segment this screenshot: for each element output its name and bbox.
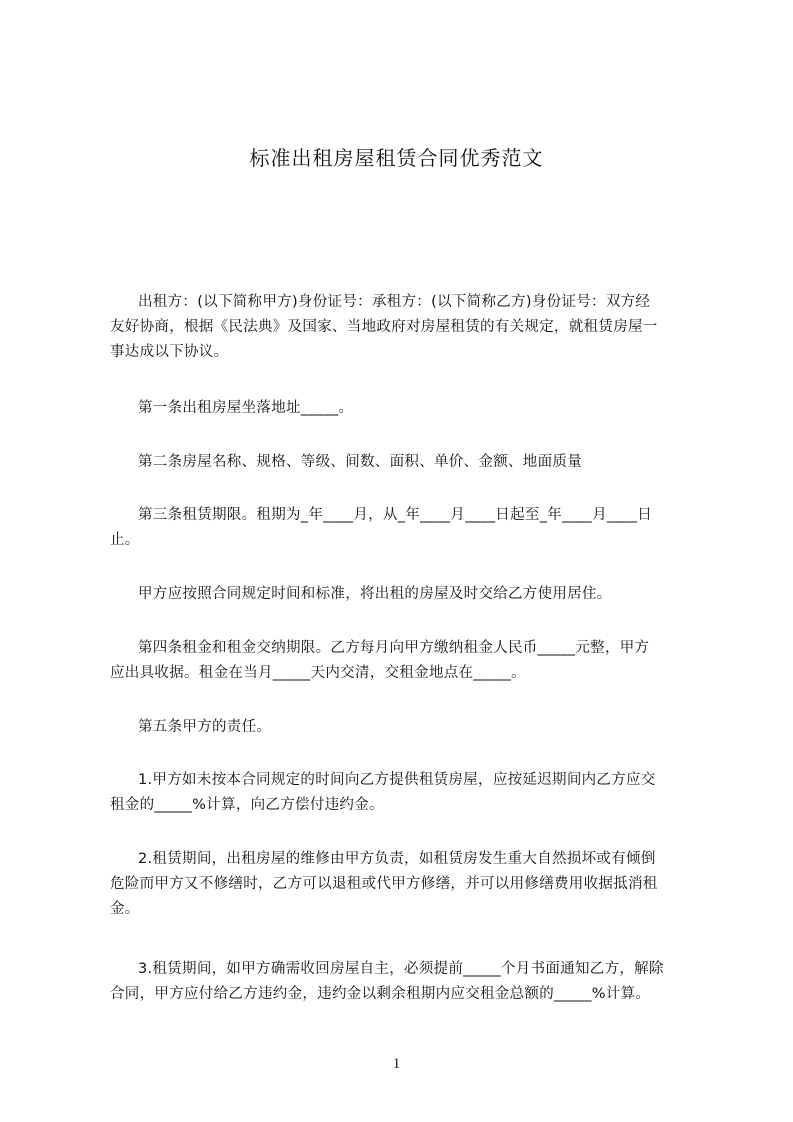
paragraph-clause-3 — [110, 957, 700, 1007]
text-line: 金。 — [110, 901, 140, 917]
text-line: 出租方：(以下简称甲方)身份证号：承租方：(以下简称乙方)身份证号：双方经 — [138, 294, 651, 310]
text-line: 事达成以下协议。 — [110, 344, 229, 360]
text-line: 应出具收据。租金在当月_____天内交清，交租金地点在_____。 — [110, 665, 526, 681]
text-line: 第三条租赁期限。租期为_年____月，从_年____月____日起至_年____月____日 — [138, 507, 653, 523]
paragraph-clause-1 — [110, 768, 700, 818]
paragraph-article-5 — [110, 715, 700, 740]
paragraph-article-4 — [110, 636, 700, 686]
text-line: 3.租赁期间，如甲方确需收回房屋自主，必须提前_____个月书面通知乙方，解除 — [138, 961, 664, 977]
paragraph-article-2 — [110, 450, 700, 475]
text-line: 合同，甲方应付给乙方违约金，违约金以剩余租期内应交租金总额的_____%计算。 — [110, 986, 651, 1002]
text-line: 第一条出租房屋坐落地址_____。 — [138, 400, 354, 416]
text-line: 甲方应按照合同规定时间和标准，将出租的房屋及时交给乙方使用居住。 — [138, 586, 612, 602]
paragraph-parties — [110, 290, 700, 365]
text-line: 第五条甲方的责任。 — [138, 719, 272, 735]
paragraph-delivery — [110, 582, 700, 607]
text-line: 2.租赁期间，出租房屋的维修由甲方负责，如租赁房发生重大自然损坏或有倾倒 — [138, 851, 656, 867]
paragraph-clause-2 — [110, 847, 700, 922]
page-number: 1 — [392, 1056, 401, 1072]
text-line: 租金的_____%计算，向乙方偿付违约金。 — [110, 797, 384, 813]
text-line: 友好协商，根据《民法典》及国家、当地政府对房屋租赁的有关规定，就租赁房屋一 — [110, 319, 658, 335]
document-title: 标准出租房屋租赁合同优秀范文 — [249, 146, 544, 170]
text-line: 第四条租金和租金交纳期限。乙方每月向甲方缴纳租金人民币_____元整，甲方 — [138, 640, 650, 656]
text-line: 止。 — [110, 532, 140, 548]
text-line: 1.甲方如未按本合同规定的时间向乙方提供租赁房屋，应按延迟期间内乙方应交 — [138, 772, 656, 788]
paragraph-article-3 — [110, 503, 700, 553]
text-line: 危险而甲方又不修缮时，乙方可以退租或代甲方修缮，并可以用修缮费用收据抵消租 — [110, 876, 658, 892]
text-line: 第二条房屋名称、规格、等级、间数、面积、单价、金额、地面质量 — [138, 454, 582, 470]
paragraph-article-1 — [110, 396, 700, 421]
